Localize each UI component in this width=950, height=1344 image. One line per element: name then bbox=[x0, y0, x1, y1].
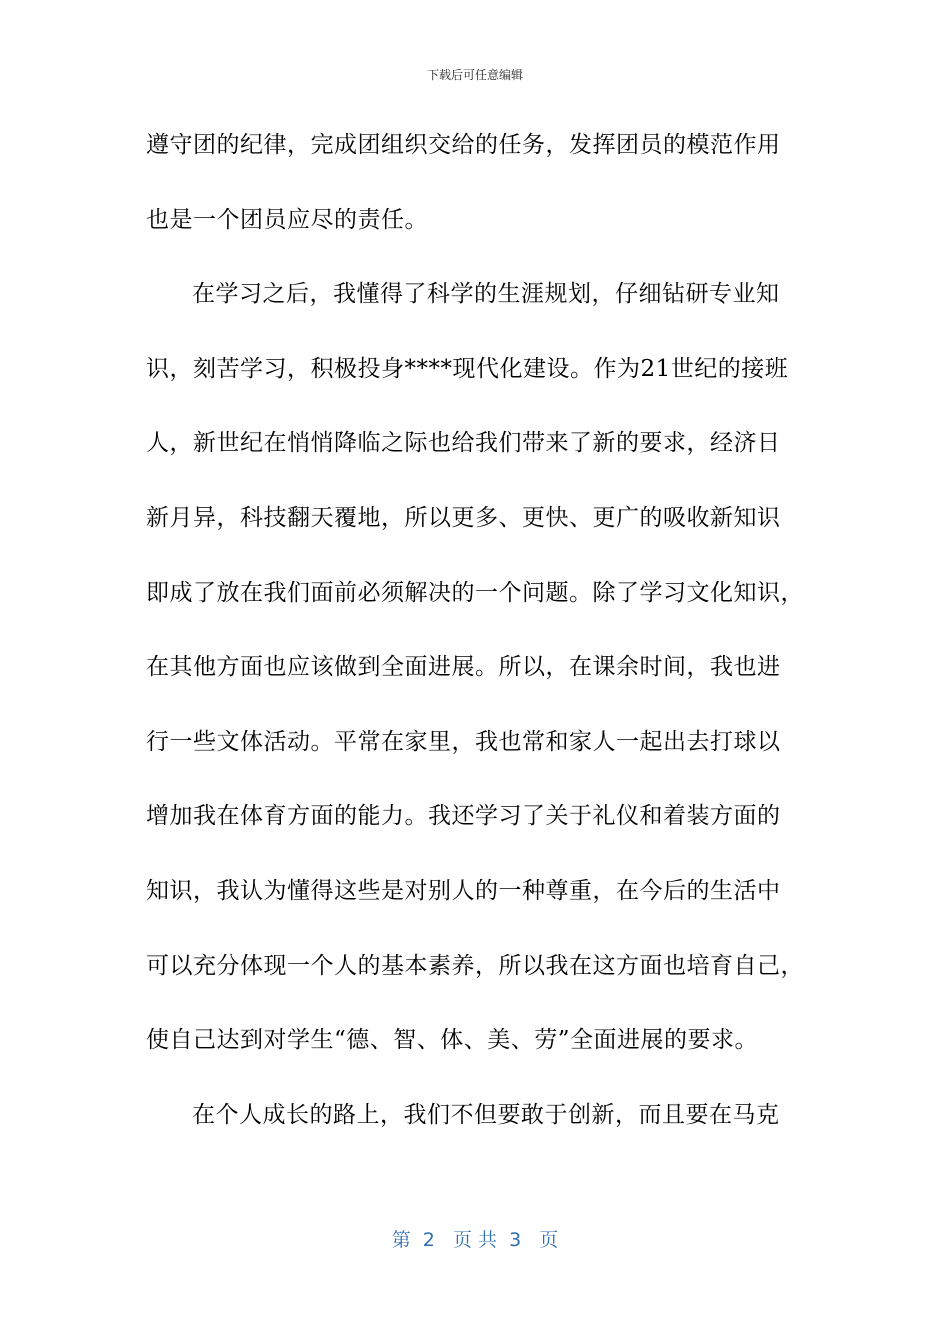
text-line: 也是一个团员应尽的责任。 bbox=[146, 206, 428, 233]
paragraph-start-line: 在学习之后，我懂得了科学的生涯规划，仔细钻研专业知 bbox=[192, 281, 780, 308]
text-line: 行一些文体活动。平常在家里，我也常和家人一起出去打球以 bbox=[146, 728, 781, 755]
text-line: 遵守团的纪律，完成团组织交给的任务，发挥团员的模范作用 bbox=[146, 132, 781, 158]
header-note: 下载后可任意编辑 bbox=[426, 68, 523, 82]
text-line: 即成了放在我们面前必须解决的一个问题。除了学习文化知识， bbox=[146, 579, 804, 606]
text-line: 增加我在体育方面的能力。我还学习了关于礼仪和着装方面的 bbox=[146, 803, 781, 830]
paragraph-start-line: 在个人成长的路上，我们不但要敢于创新，而且要在马克 bbox=[192, 1101, 780, 1128]
text-line: 使自己达到对学生“德、智、体、美、劳”全面进展的要求。 bbox=[146, 1027, 759, 1054]
text-line: 新月异，科技翻天覆地，所以更多、更快、更广的吸收新知识 bbox=[146, 504, 781, 531]
text-line: 可以充分体现一个人的基本素养，所以我在这方面也培育自己， bbox=[146, 952, 804, 979]
text-line: 在其他方面也应该做到全面进展。所以，在课余时间，我也进 bbox=[146, 654, 781, 681]
text-line: 人，新世纪在悄悄降临之际也给我们带来了新的要求，经济日 bbox=[146, 430, 781, 457]
text-line: 识，刻苦学习，积极投身****现代化建设。作为21世纪的接班 bbox=[146, 355, 789, 382]
page-number-footer: 第 2 页 共 3 页 bbox=[391, 1229, 559, 1251]
text-line: 知识，我认为懂得这些是对别人的一种尊重，在今后的生活中 bbox=[146, 877, 781, 904]
document-body bbox=[146, 128, 804, 1172]
